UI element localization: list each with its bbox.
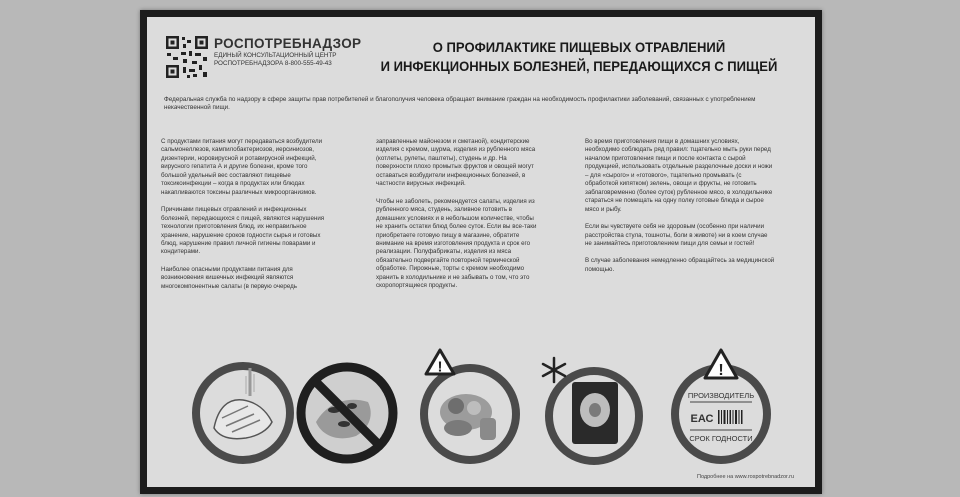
paragraph: В случае заболевания немедленно обращайтесь за медицинской помощью. (585, 257, 775, 273)
brand-name: РОСПОТРЕБНАДЗОР (214, 36, 362, 51)
paragraph: Чтобы не заболеть, рекомендуется салаты, изделия из рубленного мяса, студень, заливное готовить в домашних условиях и в небольшом количестве, чтобы не хранить остатки блюд более суток. Если вы все-таки приобретаете готовую пищу в магазине, обратите внимание на время изготовления продукта и срок его реализации. Полуфабрикаты, изделия из мяса обязательно подвергайте повторной термической обработке. Пирожные, торты с кремом необходимо хранить в холодильнике и не забывать о том, что это скоропортящиеся продукты. (376, 197, 537, 290)
expiry-label: СРОК ГОДНОСТИ (689, 434, 753, 443)
brand-line-2: РОСПОТРЕБНАДЗОРА 8-800-555-49-43 (214, 60, 332, 67)
paragraph: С продуктами питания могут передаваться возбудители сальмонеллезов, кампилобактериозов, иерсиниозов, дизентерии, норовирусной и ротавирусной инфекций, вирусного гепатита А и другие болезни, кроме того большой удельный вес составляют пищевые токсикоинфекции – когда в продуктах или блюдах накапливаются токсины различных микроорганизмов. (161, 138, 323, 196)
paragraph: Если вы чувствуете себя не здоровым (особенно при наличии расстройства стула, тошноты, боли в животе) ни в коем случае не занимайтесь приготовлением пищи для семьи и гостей! (585, 223, 768, 247)
pictogram-row (140, 348, 822, 468)
label-check-icon (656, 348, 786, 466)
paragraph: Во время приготовления пищи в домашних условиях, необходимо соблюдать ряд правил: тщательно мыть руки перед началом приготовления пищи и после контакта с сырой продукцией, использовать отдельные разделочные доски и ножи – для «сырого» и «готового», тщательно промывать (с обработкой кипятком) зелень, овощи и фрукты, не готовить заблаговременно (более суток) рубленное мясо, в холодильнике стараться не помещать на одну полку готовые блюда и сырое мясо и рыбу. (585, 138, 773, 213)
paragraph: заправленные майонезом и сметаной), кондитерские изделия с кремом, шурма, изделия из рубленного мяса (котлеты, рулеты, паштеты), студень и др. На поверхности плохо промытых фруктов и овощей могут оставаться возбудители инфекционных болезней, в частности вирусных инфекций. (376, 138, 536, 188)
svg-text:!: ! (437, 358, 443, 376)
frozen-meat-icon (532, 354, 652, 466)
title-line-1: О ПРОФИЛАКТИКЕ ПИЩЕВЫХ ОТРАВЛЕНИЙ (432, 40, 726, 55)
warning-food-icon (410, 348, 530, 466)
brand-line-1: ЕДИНЫЙ КОНСУЛЬТАЦИОННЫЙ ЦЕНТР (214, 52, 337, 59)
column-3 (585, 138, 775, 283)
qr-code-icon (165, 35, 209, 79)
column-1 (161, 138, 326, 300)
barcode-icon (718, 410, 743, 424)
brand-block (214, 36, 361, 68)
footer-link: Подробнее на www.rospotrebnadzor.ru (697, 474, 794, 480)
svg-text:!: ! (718, 362, 724, 379)
paragraph: Причинами пищевых отравлений и инфекционных болезней, передающихся с пищей, являются нарушения технологии приготовления блюд, их неправильное хранение, нарушение сроков годности сырья и готовых блюд, нарушение правил личной гигиены поварами и кондитерами. (161, 206, 325, 256)
producer-label: ПРОИЗВОДИТЕЛЬ (687, 391, 755, 400)
intro-paragraph: Федеральная служба по надзору в сфере защиты прав потребителей и благополучия человека обращает внимание граждан на необходимость профилактики заболеваний, связанных с употреблением некачественной пищи. (164, 96, 756, 112)
page-title (361, 38, 797, 76)
column-2 (376, 138, 541, 300)
eac-mark: ЕАС (690, 413, 714, 425)
paragraph: Наиболее опасными продуктами питания для возникновения кишечных инфекций являются многокомпонентные салаты (в первую очередь (161, 265, 297, 290)
notice-sheet (140, 10, 822, 494)
no-flies-icon (292, 358, 402, 466)
title-line-2: И ИНФЕКЦИОННЫХ БОЛЕЗНЕЙ, ПЕРЕДАЮЩИХСЯ С ПИЩЕЙ (380, 59, 778, 74)
hand-washing-icon (188, 358, 298, 466)
